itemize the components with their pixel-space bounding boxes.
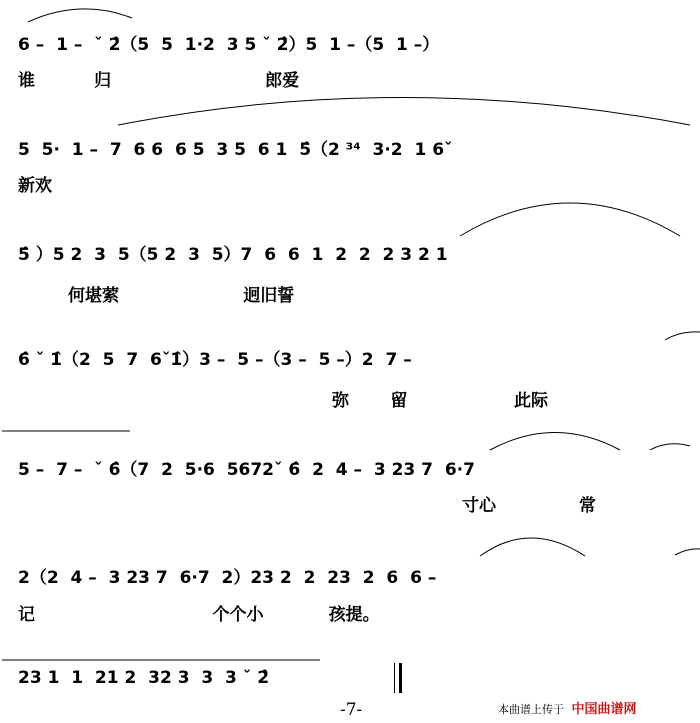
final-barline-thick [399,663,402,693]
upload-credit [498,698,637,717]
site-logo[interactable] [572,702,637,717]
final-barline-thin [394,663,395,693]
lyrics-line-2: 新欢 [18,176,52,196]
page-number: -7- [340,700,363,720]
credit-text: 本曲谱上传于 [498,703,564,716]
notes-line-7: 23 1 1 21 2 32 3 3 3 ˇ 2̂ [18,668,270,688]
notes-line-1: 6 – 1 – ˇ 2̂（5 5 1·2 3 5 ˇ 2̂）5 1 –（5 1 –） [18,35,440,55]
notes-line-6: 2（2 4 – 3 23 7 6·7 2）23 2 2 23 2 6 6 – [18,568,437,588]
lyrics-line-4: 弥 留 此际 [332,391,548,411]
notes-line-4: 6̂ ˇ 1̂（2 5 7 6ˇ1̂）3 – 5 –（3 – 5 –）2 7 – [18,350,412,370]
site-name: 中国曲谱网 [571,702,637,717]
notes-line-3: 5̂ ）5 2 3 5（5 2 3 5）7 6 6 1 2 2 2 3 2 1 [18,245,448,265]
lyrics-line-5: 寸心 常 [462,496,596,516]
lyrics-line-3: 何堪萦 迥旧誓 [68,286,295,306]
notes-line-5: 5 – 7 – ˇ 6̂（7 2 5·6 5672ˇ 6̂ 2 4 – 3 23 7 6·7 [18,460,475,480]
notes-line-2: 5 5· 1 – 7 6 6 6 5 3 5 6 1 5̂（2 ³⁴ 3·2 1 6ˇ [18,140,453,160]
lyrics-line-1: 谁 归 郎爱 [18,71,300,91]
lyrics-line-6: 记 个个小 孩提。 [18,605,380,625]
